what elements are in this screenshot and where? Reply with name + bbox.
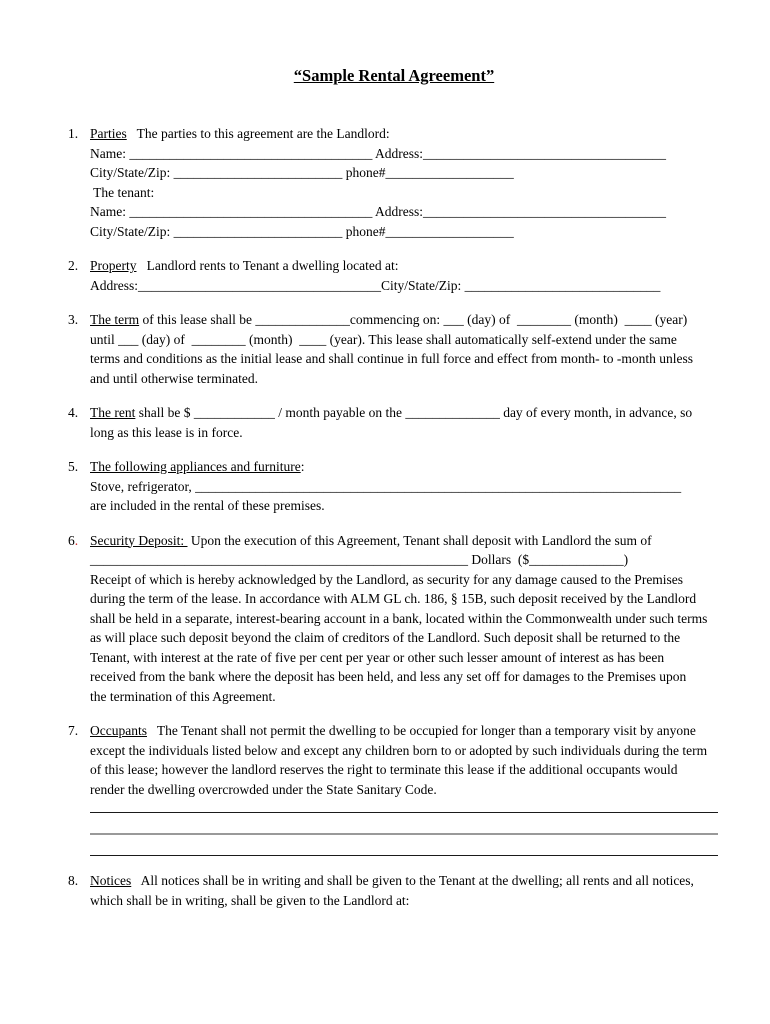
text-line: Tenant, with interest at the rate of five per cent per year or other such lesser amount of interest as has been	[90, 649, 665, 665]
section-heading: Parties	[90, 126, 127, 141]
text-line: Receipt of which is hereby acknowledged by the Landlord, as security for any damage caused to the Premises	[90, 571, 684, 587]
section-intro-text: All notices shall be in writing and shall be given to the Tenant at the dwelling; all rents and all notices,	[131, 873, 694, 888]
section-term	[68, 310, 720, 388]
section-heading-line	[90, 403, 720, 423]
property-address-line: Address:____________________________________City/State/Zip: _____________________________	[90, 277, 661, 293]
section-heading: The rent	[90, 405, 136, 420]
section-heading: Security Deposit:	[90, 532, 188, 548]
section-property	[68, 256, 720, 295]
section-heading-line	[90, 457, 720, 477]
section-heading-line	[90, 310, 720, 330]
text-line: during the term of the lease. In accordance with ALM GL ch. 186, § 15B, such deposit received by the Landlord	[90, 591, 697, 606]
text-line: which shall be in writing, shall be given to the Landlord at:	[90, 892, 410, 908]
section-heading: The following appliances and furniture	[90, 459, 301, 474]
section-intro-text: of this lease shall be ______________commencing on: ___ (day) of ________ (month) ____ (year)	[139, 312, 688, 327]
section-notices	[68, 871, 720, 910]
section-number: 8.	[68, 873, 79, 888]
section-security-deposit	[68, 531, 720, 707]
text-line: render the dwelling overcrowded under the State Sanitary Code.	[90, 781, 437, 797]
section-appliances	[68, 457, 720, 516]
tenant-label-line: The tenant:	[90, 184, 155, 200]
section-number: 1.	[68, 126, 79, 141]
section-number: 3.	[68, 312, 79, 327]
occupants-blank-line-2	[90, 813, 718, 835]
section-heading-line	[90, 256, 720, 276]
text-line: long as this lease is in force.	[90, 424, 243, 440]
section-number: 2.	[68, 258, 79, 273]
section-intro-text: The parties to this agreement are the Landlord:	[126, 126, 390, 141]
tenant-name-address-line: Name: ____________________________________ Address:____________________________________	[90, 204, 666, 219]
document-title: “Sample Rental Agreement”	[293, 66, 495, 85]
occupants-blank-line-3	[90, 835, 718, 856]
landlord-name-address-line: Name: ____________________________________ Address:____________________________________	[90, 145, 666, 161]
appliances-blank-line: Stove, refrigerator, ________________________________________________________________________	[90, 478, 682, 494]
text-line: shall be held in a separate, interest-bearing account in a bank, located within the Commonwealth under such terms	[90, 610, 708, 626]
text-line: of this lease; however the landlord reserves the right to terminate this lease if the additional occupants would	[90, 762, 678, 777]
section-heading: Property	[90, 258, 137, 273]
section-number: 5.	[68, 459, 79, 474]
section-number: 4.	[68, 405, 79, 420]
text-line: and until otherwise terminated.	[90, 370, 258, 386]
tenant-city-phone-line: City/State/Zip: _________________________ phone#___________________	[90, 223, 514, 239]
section-intro-text: The Tenant shall not permit the dwelling to be occupied for longer than a temporary visit by anyone	[146, 723, 696, 738]
section-intro-text: shall be $ ____________ / month payable on the ______________ day of every month, in advance, so	[135, 405, 693, 420]
section-occupants	[68, 721, 720, 856]
text-line: received from the bank where the deposit has been held, and less any set off for damages to the Premises upon	[90, 669, 687, 684]
section-intro-text: Upon the execution of this Agreement, Tenant shall deposit with Landlord the sum of	[187, 532, 652, 548]
section-heading-line	[90, 124, 720, 144]
section-heading-line	[90, 531, 720, 551]
section-heading-line	[90, 721, 720, 741]
section-parties	[68, 124, 720, 241]
text-line: terms and conditions as the initial lease and shall continue in full force and effect from month- to -month unless	[90, 351, 693, 366]
deposit-amount-line: ________________________________________________________ Dollars ($______________)	[90, 552, 629, 567]
text-line: as will place such deposit beyond the claim of creditors of the Landlord. Such deposit shall be returned to the	[90, 630, 681, 645]
text-line: until ___ (day) of ________ (month) ____ (year). This lease shall automatically self-extend under the same	[90, 331, 677, 347]
section-heading-line	[90, 871, 720, 891]
occupants-blank-line-1	[90, 799, 718, 813]
section-rent	[68, 403, 720, 442]
section-intro-text: Landlord rents to Tenant a dwelling located at:	[136, 258, 399, 273]
text-line: the termination of this Agreement.	[90, 688, 276, 704]
section-heading: The term	[90, 312, 140, 327]
section-heading: Notices	[90, 873, 132, 888]
section-heading: Occupants	[90, 723, 147, 738]
section-intro-text: :	[300, 459, 305, 474]
section-number: 7.	[68, 723, 79, 738]
landlord-city-phone-line: City/State/Zip: _________________________ phone#___________________	[90, 165, 514, 180]
text-line: are included in the rental of these premises.	[90, 498, 325, 513]
text-line: except the individuals listed below and except any children born to or adopted by such individuals during the term	[90, 742, 708, 758]
section-number: 6.	[68, 532, 79, 548]
